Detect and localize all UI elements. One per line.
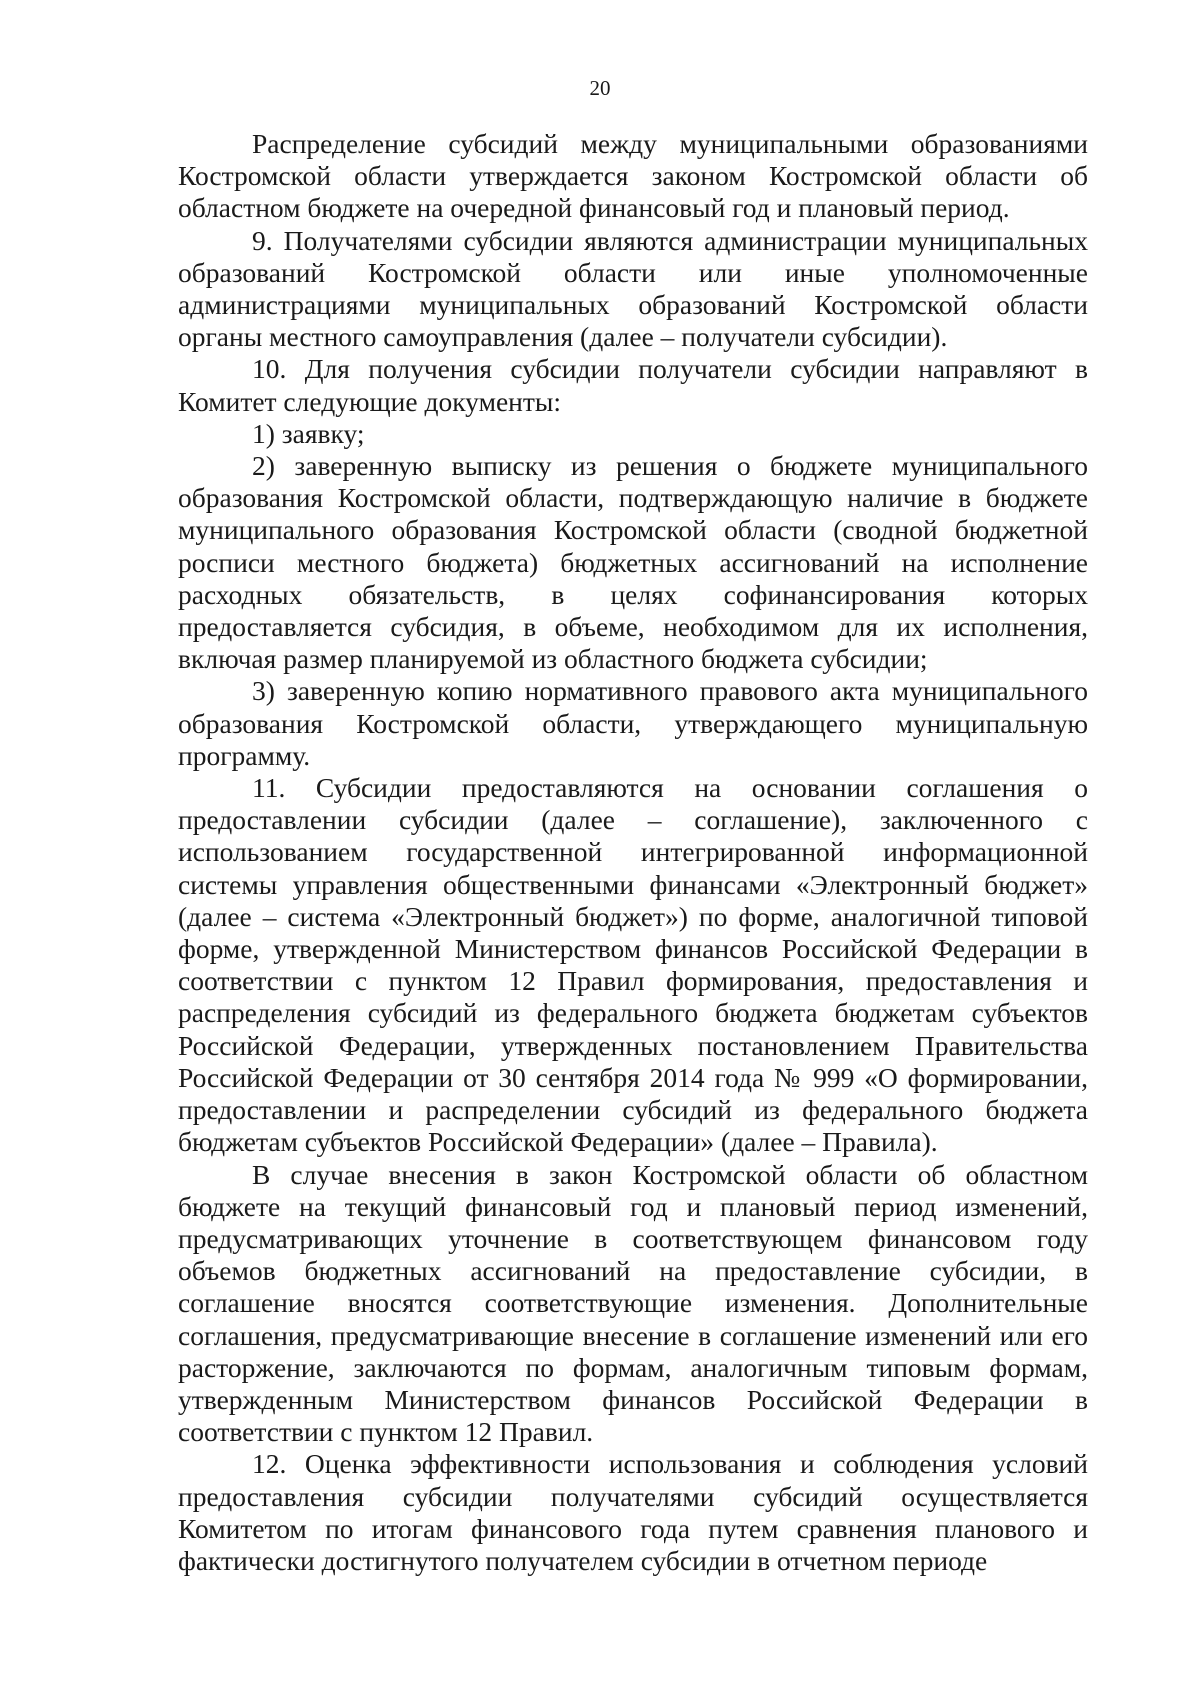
page-number: 20 [589,76,611,100]
paragraph-12-evaluation: 12. Оценка эффективности использования и соблюдения условий предоставления субсидии получателями субсидий осуществляется Комитетом по итогам финансового года путем сравнения планового и фактически достигнутого получателем субсидии в отчетном периоде [178,1448,1088,1576]
list-item-2-budget-extract: 2) заверенную выписку из решения о бюджете муниципального образования Костромской области, подтверждающую наличие в бюджете муниципального образования Костромской области (сводной бюджетной росписи местного бюджета) бюджетных ассигнований на исполнение расходных обязательств, в целях софинансирования которых предоставляется субсидия, в объеме, необходимом для их исполнения, включая размер планируемой из областного бюджета субсидии; [178,450,1088,675]
paragraph-amendments: В случае внесения в закон Костромской области об областном бюджете на текущий финансовый год и плановый период изменений, предусматривающих уточнение в соответствующем финансовом году объемов бюджетных ассигнований на предоставление субсидии, в соглашение вносятся соответствующие изменения. Дополнительные соглашения, предусматривающие внесение в соглашение изменений или его расторжение, заключаются по формам, аналогичным типовым формам, утвержденным Министерством финансов Российской Федерации в соответствии с пунктом 12 Правил. [178,1158,1088,1448]
paragraph-11-agreement: 11. Субсидии предоставляются на основании соглашения о предоставлении субсидии (далее – соглашение), заключенного с использованием государственной интегрированной информационной системы управления общественными финансами «Электронный бюджет» (далее – система «Электронный бюджет») по форме, аналогичной типовой форме, утвержденной Министерством финансов Российской Федерации в соответствии с пунктом 12 Правил формирования, предоставления и распределения субсидий из федерального бюджета бюджетам субъектов Российской Федерации, утвержденных постановлением Правительства Российской Федерации от 30 сентября 2014 года № 999 «О формировании, предоставлении и распределении субсидий из федерального бюджета бюджетам субъектов Российской Федерации» (далее – Правила). [178,772,1088,1158]
paragraph-9-recipients: 9. Получателями субсидии являются администрации муниципальных образований Костромской области или иные уполномоченные администрациями муниципальных образований Костромской области органы местного самоуправления (далее – получатели субсидии). [178,224,1088,353]
list-item-3-legal-act-copy: 3) заверенную копию нормативного правового акта муниципального образования Костромской области, утверждающего муниципальную программу. [178,675,1088,771]
paragraph-10-documents: 10. Для получения субсидии получатели субсидии направляют в Комитет следующие документы: [178,353,1088,417]
document-body [178,128,1088,1577]
paragraph-distribution: Распределение субсидий между муниципальными образованиями Костромской области утверждается законом Костромской области об областном бюджете на очередной финансовый год и плановый период. [178,128,1088,224]
list-item-1-application: 1) заявку; [252,417,365,449]
